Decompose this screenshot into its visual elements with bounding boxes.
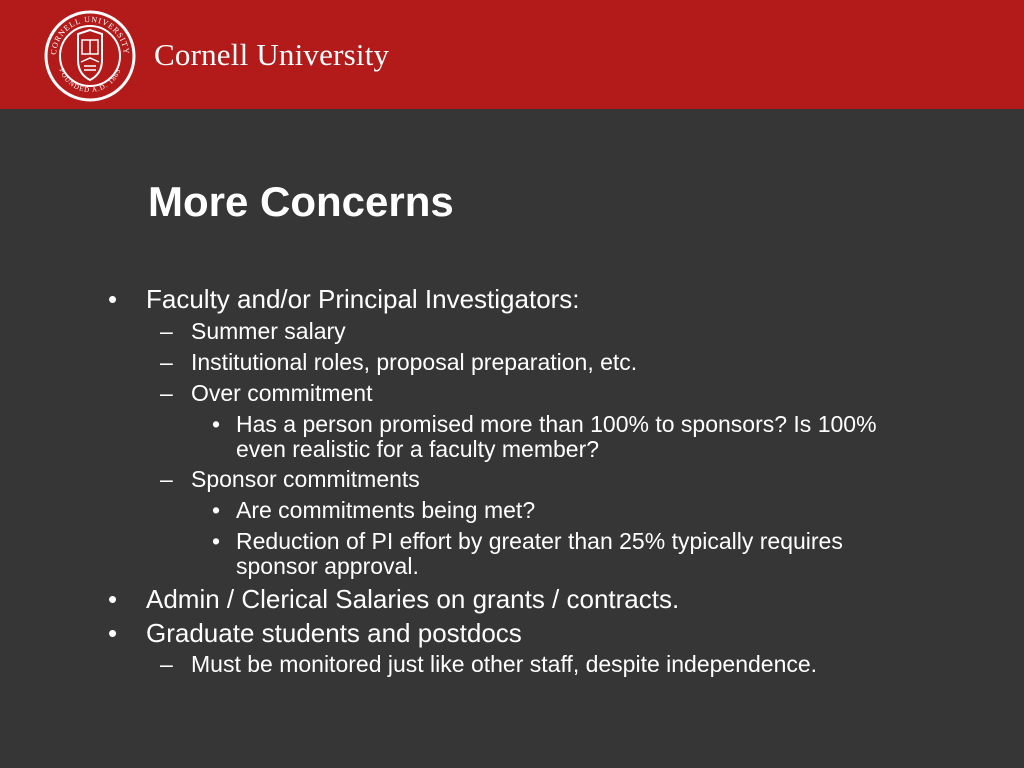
sub-list-item: Sponsor commitments: [191, 466, 420, 492]
sub-list-item: Summer salary: [191, 318, 346, 344]
bullet-marker: •: [212, 497, 221, 523]
svg-text:CORNELL UNIVERSITY: CORNELL UNIVERSITY: [48, 14, 132, 56]
dash-marker: –: [160, 651, 173, 677]
svg-text:FOUNDED A.D. 1865: FOUNDED A.D. 1865: [57, 67, 123, 95]
dash-marker: –: [160, 349, 173, 375]
bullet-marker: •: [212, 528, 221, 554]
list-item: Graduate students and postdocs: [146, 618, 522, 648]
dash-marker: –: [160, 380, 173, 406]
bullet-marker: •: [212, 411, 221, 437]
slide-title: More Concerns: [148, 178, 454, 225]
sub-sub-list-item: Are commitments being met?: [236, 497, 536, 523]
dash-marker: –: [160, 466, 173, 492]
header-bar: [0, 0, 1024, 109]
list-item: Faculty and/or Principal Investigators:: [146, 284, 580, 314]
sub-list-item: Must be monitored just like other staff, despite independence.: [191, 651, 818, 677]
sub-sub-list-item-continuation: sponsor approval.: [236, 553, 419, 579]
university-name: Cornell University: [154, 37, 390, 72]
dash-marker: –: [160, 318, 173, 344]
sub-sub-list-item-continuation: even realistic for a faculty member?: [236, 436, 600, 462]
bullet-marker: •: [108, 584, 118, 614]
sub-sub-list-item: Has a person promised more than 100% to sponsors? Is 100%: [236, 411, 877, 437]
bullet-marker: •: [108, 284, 118, 314]
sub-sub-list-item: Reduction of PI effort by greater than 25% typically requires: [236, 528, 843, 554]
sub-list-item: Institutional roles, proposal preparation, etc.: [191, 349, 638, 375]
bullet-marker: •: [108, 618, 118, 648]
cornell-seal-logo: [44, 10, 136, 102]
list-item: Admin / Clerical Salaries on grants / contracts.: [146, 584, 680, 614]
sub-list-item: Over commitment: [191, 380, 373, 406]
